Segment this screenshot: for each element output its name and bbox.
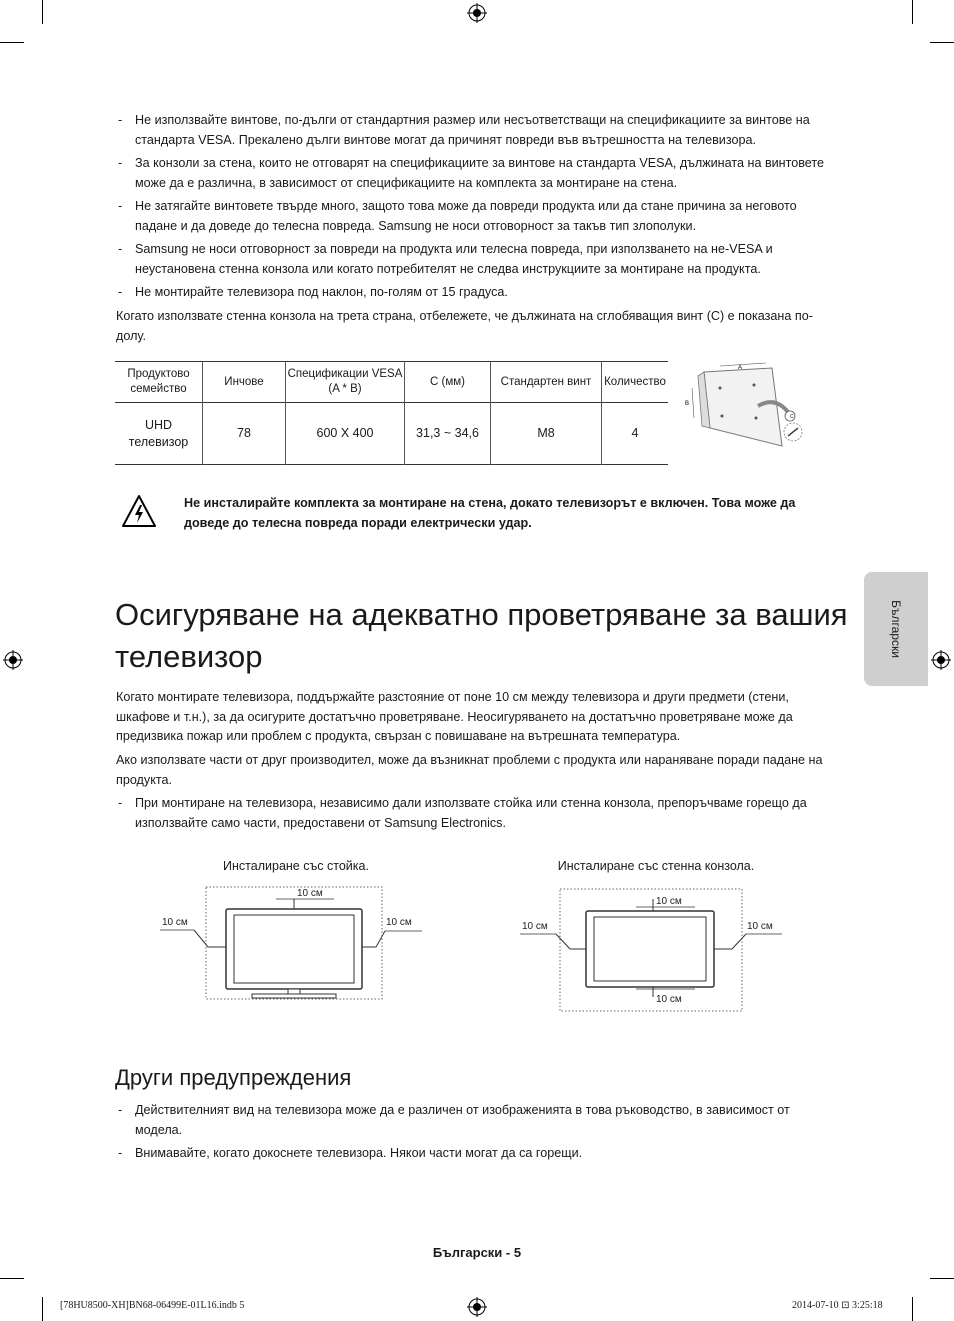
wall-mount-illustration: [680, 358, 810, 458]
crop-mark: [42, 1297, 43, 1321]
crop-mark: [912, 0, 913, 24]
list-item: - Не използвайте винтове, по-дълги от стандартния размер или несъответстващи на спецификациите за винтове на стандарта VESA. Прекалено дълги винтове могат да причинят повреди във вътрешността на телевизора.: [118, 113, 810, 147]
clearance-bottom-label: 10 см: [656, 994, 682, 1005]
table-cell: 4: [631, 426, 639, 440]
paragraph: Когато монтирате телевизора, поддържайте разстояние от поне 10 см между телевизора и други предмети (стени, шкафове и т.н.), за да осигурите достатъчно проветряване. Неосигуряването на достатъчно проветряване може да предизвика пожар или проблем с продукта, свързан с повишаване на вътрешната температура.: [116, 690, 793, 744]
list-item: - Внимавайте, когато докоснете телевизора. Някои части могат да са горещи.: [118, 1146, 583, 1160]
crop-mark: [0, 42, 24, 43]
warning-text: Не инсталирайте комплекта за монтиране на стена, докато телевизорът е включен. Това може да доведе до телесна повреда поради електрически удар.: [184, 496, 796, 530]
list-item: - Действителният вид на телевизора може да е различен от изображенията в това ръководство, в зависимост от модела.: [118, 1103, 790, 1137]
crop-mark: [930, 1278, 954, 1279]
table-cell: 78: [203, 403, 286, 465]
label-b: B: [685, 401, 690, 407]
table-header: C (мм): [405, 362, 491, 403]
section-title: Осигуряване на адекватно проветряване за вашия телевизор: [115, 597, 848, 674]
table-header: Стандартен винт: [491, 362, 602, 403]
table-header: Количество: [604, 375, 666, 388]
stand-install-title: Инсталиране със стойка.: [223, 859, 369, 873]
table-header-row: [115, 362, 668, 403]
crop-mark: [42, 0, 43, 24]
registration-mark-icon: [467, 3, 487, 23]
table-cell: 600 X 400: [286, 403, 405, 465]
table-cell: UHD телевизор: [115, 403, 203, 465]
label-a: A: [738, 365, 743, 371]
registration-mark-icon: [467, 1297, 487, 1317]
page-number: Български - 5: [432, 1245, 522, 1260]
table-header: Инчове: [203, 362, 286, 403]
paragraph: Ако използвате части от друг производител, може да възникнат проблеми с продукта или нараняване поради падане на продукта.: [116, 753, 823, 787]
clearance-right-label: 10 см: [747, 921, 773, 932]
registration-mark-icon: [931, 650, 951, 670]
electric-shock-warning-icon: [121, 494, 157, 528]
crop-mark: [912, 1297, 913, 1321]
table-row: [115, 403, 668, 465]
table-cell: M8: [491, 403, 602, 465]
language-tab: Български: [864, 572, 928, 686]
wall-clearance-diagram: [520, 885, 790, 1015]
list-item: - При монтиране на телевизора, независимо дали използвате стойка или стенна конзола, препоръчваме горещо да използвайте само части, предоставени от Samsung Electronics.: [118, 796, 807, 830]
crop-mark: [0, 1278, 24, 1279]
clearance-top-label: 10 см: [656, 896, 682, 907]
print-slug-right: 2014-07-10 ⊡ 3:25:18: [792, 1300, 883, 1311]
stand-clearance-diagram: [160, 882, 430, 1007]
list-item: - Samsung не носи отговорност за повреди на продукта или телесна повреда, при използването на не-VESA и неустановена стенна конзола или когато потребителят не следва инструкциите за монтиране на продукта.: [118, 242, 773, 276]
table-header: Продуктово семейство: [115, 362, 203, 403]
spec-table: [115, 361, 668, 465]
clearance-right-label: 10 см: [386, 917, 412, 928]
table-cell: 31,3 ~ 34,6: [405, 403, 491, 465]
wall-install-title: Инсталиране със стенна конзола.: [557, 859, 755, 873]
clearance-top-label: 10 см: [297, 888, 323, 899]
list-item: - За конзоли за стена, които не отговарят на спецификациите за винтове на стандарта VESA, дължината на винтовете може да е различна, в зависимост от спецификациите на комплекта за монтиране на стена.: [118, 156, 825, 190]
label-c: C: [790, 414, 794, 420]
clearance-left-label: 10 см: [522, 921, 548, 932]
other-warnings-title: Други предупреждения: [115, 1065, 352, 1090]
list-item: - Не монтирайте телевизора под наклон, по-голям от 15 градуса.: [118, 285, 508, 299]
clearance-left-label: 10 см: [162, 917, 188, 928]
list-item: - Не затягайте винтовете твърде много, защото това може да повреди продукта или да стане причина за неговото падане и да доведе до телесна повреда. Samsung не носи отговорност за такъв тип злополуки.: [118, 199, 797, 233]
registration-mark-icon: [3, 650, 23, 670]
print-slug-left: [78HU8500-XH]BN68-06499E-01L16.indb 5: [60, 1300, 245, 1311]
crop-mark: [930, 42, 954, 43]
screw-note: Когато използвате стенна конзола на трета страна, отбележете, че дължината на сглобяващия винт (C) е показана по-долу.: [116, 309, 813, 343]
table-header: Спецификации VESA (A * B): [286, 362, 405, 403]
